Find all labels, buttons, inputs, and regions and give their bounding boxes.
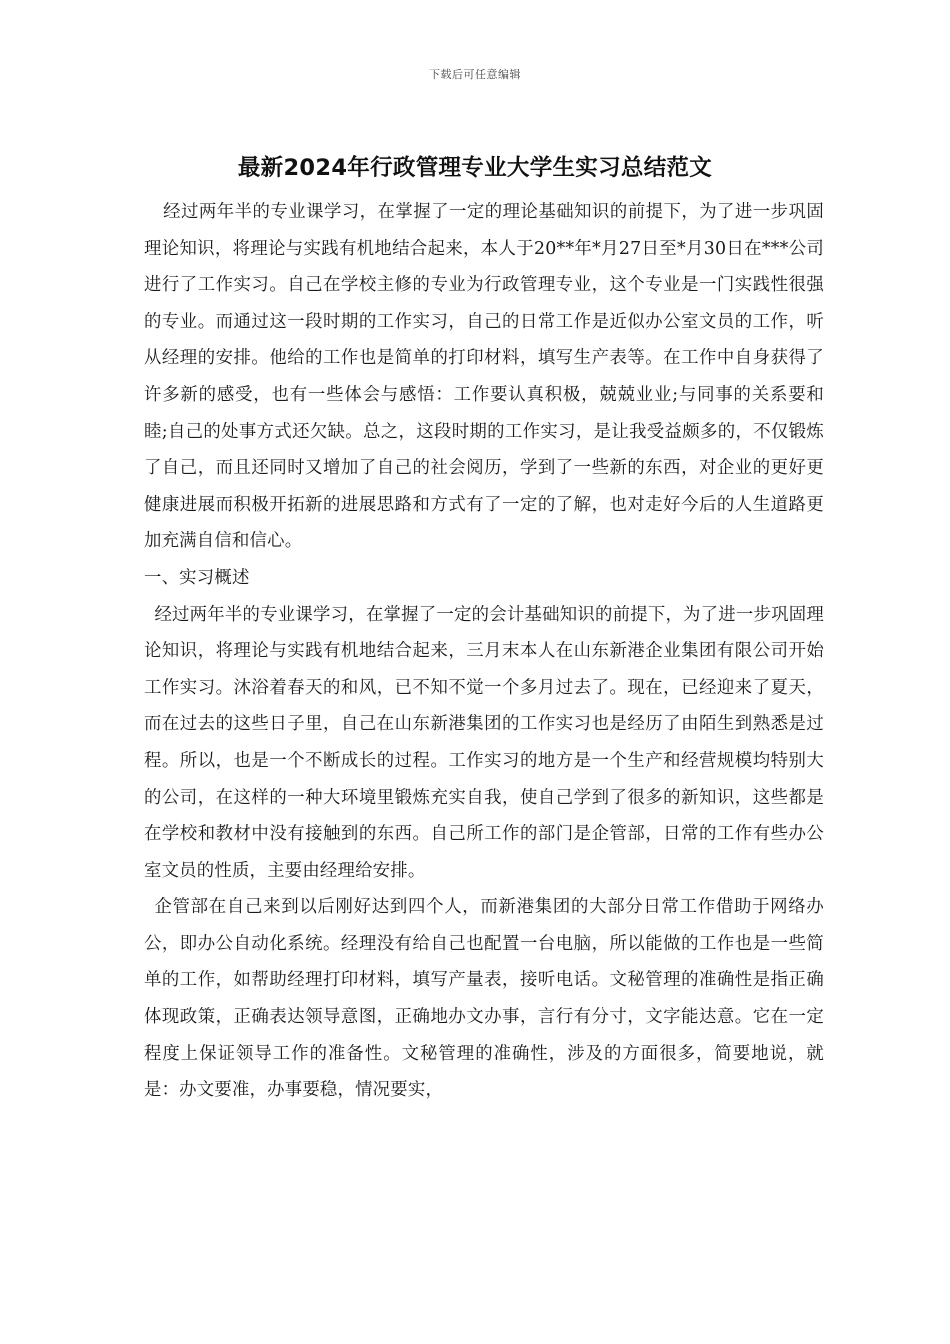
document-title: 最新2024年行政管理专业大学生实习总结范文 (237, 155, 713, 181)
document-body (144, 194, 824, 1109)
section-heading-overview: 一、实习概述 (144, 567, 250, 588)
header-note: 下载后可任意编辑 (429, 68, 521, 81)
paragraph-overview: 经过两年半的专业课学习，在掌握了一定的会计基础知识的前提下，为了进一步巩固理论知识，将理论与实践有机地结合起来，三月末本人在山东新港企业集团有限公司开始工作实习。沐浴着春天的和风，已不知不觉一个多月过去了。现在，已经迎来了夏天，而在过去的这些日子里，自己在山东新港集团的工作实习也是经历了由陌生到熟悉是过程。所以，也是一个不断成长的过程。工作实习的地方是一个生产和经营规模均特别大的公司，在这样的一种大环境里锻炼充实自我，使自己学到了很多的新知识，这些都是在学校和教材中没有接触到的东西。自己所工作的部门是企管部，日常的工作有些办公室文员的性质，主要由经理给安排。 (144, 604, 824, 881)
paragraph-intro: 经过两年半的专业课学习，在掌握了一定的理论基础知识的前提下，为了进一步巩固理论知识，将理论与实践有机地结合起来，本人于20**年*月27日至*月30日在***公司进行了工作实习。自己在学校主修的专业为行政管理专业，这个专业是一门实践性很强的专业。而通过这一段时期的工作实习，自己的日常工作是近似办公室文员的工作，听从经理的安排。他给的工作也是简单的打印材料，填写生产表等。在工作中自身获得了许多新的感受，也有一些体会与感悟：工作要认真积极，兢兢业业;与同事的关系要和睦;自己的处事方式还欠缺。总之，这段时期的工作实习，是让我受益颇多的，不仅锻炼了自己，而且还同时又增加了自己的社会阅历，学到了一些新的东西，对企业的更好更健康进展而积极开拓新的进展思路和方式有了一定的了解，也对走好今后的人生道路更加充满自信和信心。 (144, 202, 824, 552)
paragraph-department: 企管部在自己来到以后刚好达到四个人，而新港集团的大部分日常工作借助于网络办公，即办公自动化系统。经理没有给自己也配置一台电脑，所以能做的工作也是一些简单的工作，如帮助经理打印材料，填写产量表，接听电话。文秘管理的准确性是指正确体现政策，正确表达领导意图，正确地办文办事，言行有分寸，文字能达意。它在一定程度上保证领导工作的准备性。文秘管理的准确性，涉及的方面很多，简要地说，就是：办文要准，办事要稳，情况要实， (144, 897, 824, 1101)
